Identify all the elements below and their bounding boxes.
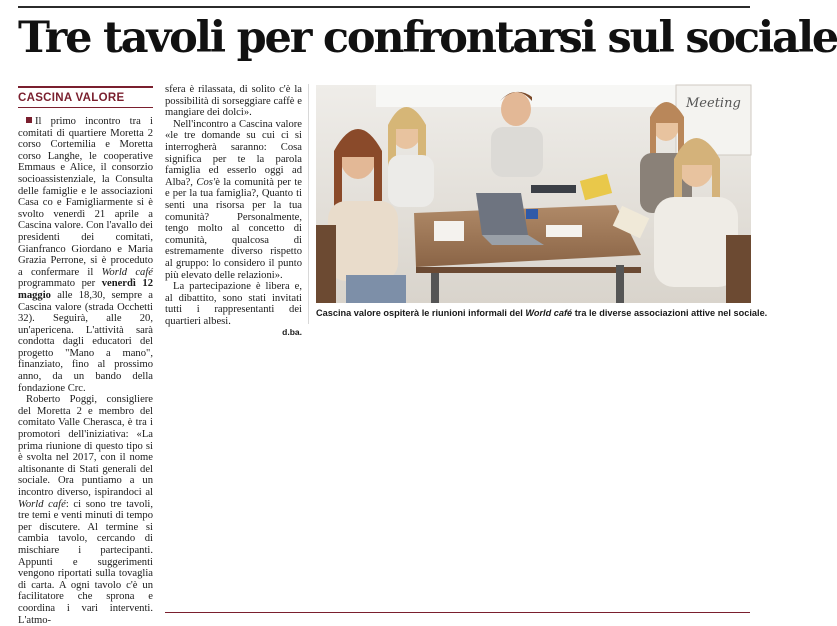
column-divider — [308, 84, 309, 324]
text-run: Roberto Poggi, consigliere del Moretta 2 e membro del comitato Valle Cherasca, è tra i promotori dell'iniziativa: «La prima riunione di questo tipo si è svolta nel 2017, con il nome altisonante di Stati generali del sociale. Ora puntiamo a un incontro diverso, ispirandoci al — [18, 394, 153, 498]
section-kicker: CASCINA VALORE — [18, 86, 153, 104]
paragraph-2 — [18, 394, 153, 626]
italic-run: Cos' — [196, 176, 216, 188]
photo-caption — [316, 308, 768, 319]
byline: d.ba. — [282, 327, 302, 338]
text-run: tra le diverse associazioni attive nel sociale. — [572, 308, 768, 318]
article-column-1 — [18, 116, 153, 626]
text-run: alle 18,30, sempre a Cascina valore (strada Occhetti 32). Seguirà, alle 20, un'apericena. L'attività sarà condotta dagli educatori del progetto "Mano a mano", finanziato, fino al prossimo anno, da un bando della fondazione Crc. — [18, 289, 153, 394]
paragraph-5 — [165, 281, 302, 339]
italic-run: World café — [525, 308, 573, 318]
paragraph-3: sfera è rilassata, di solito c'è la possibilità di sorseggiare caffè e mangiare dei dolci». — [165, 84, 302, 119]
whiteboard-text: Meeting — [686, 96, 741, 111]
text-run: programmato per — [18, 278, 102, 290]
headline: Tre tavoli per confrontarsi sul sociale — [18, 13, 837, 63]
article-column-2 — [165, 84, 302, 338]
italic-run: World café — [18, 498, 66, 510]
meeting-photo-illustration — [316, 85, 751, 303]
text-run: Cascina valore ospiterà le riunioni informali del — [316, 308, 526, 318]
text-run: La partecipazione è libera e, al dibattito, sono stati invitati tutti i rappresentanti dei quartieri albesi. — [165, 281, 302, 327]
bold-run: venerdì 12 maggio — [18, 278, 153, 301]
bullet-square-icon — [26, 117, 32, 123]
italic-run: World café — [101, 266, 153, 278]
paragraph-4 — [165, 119, 302, 281]
text-run: è la comunità per te e per la tua famiglia?, Quanto ti senti una risorsa per la tua comunità? Personalmente, tengo molto al concetto di comunità, qualcosa di estremamente diverso rispetto al gruppo: lo considero il punto più elevato delle relazioni». — [165, 176, 302, 281]
text-run: Il primo incontro tra i comitati di quartiere Moretta 2 corso Cortemilia e Moretta corso Langhe, le cooperative Emmaus e Alice, il consorzio socioassistenziale, la Consulta delle famiglie e le associazioni Casa co e Famigliarmente si è svolto venerdì 21 aprile a Cascina valore. Con l'avallo dei presidenti dei comitati, Gianfranco Giordano e Maria Grazia Perrone, si è proceduto a confermare il — [18, 116, 153, 278]
bottom-rule — [165, 612, 750, 613]
kicker-underline — [18, 107, 153, 108]
paragraph-1 — [18, 116, 153, 394]
text-run: Nell'incontro a Cascina valore «le tre domande su cui ci si interrogherà saranno: Cosa significa per te la parola famiglia ed esserlo oggi ad Alba?, — [165, 118, 302, 188]
article-photo — [316, 85, 751, 303]
top-rule — [18, 6, 750, 8]
text-run: : ci sono tre tavoli, tre temi e venti minuti di tempo per discutere. Al termine si cambia tavolo, cercando di mischiare i partecipanti. Appunti e suggerimenti vengono riportati sulla tovaglia di carta. A ogni tavolo c'è un facilitatore che sprona e coordina i vari interventi. L'atmo- — [18, 498, 153, 626]
